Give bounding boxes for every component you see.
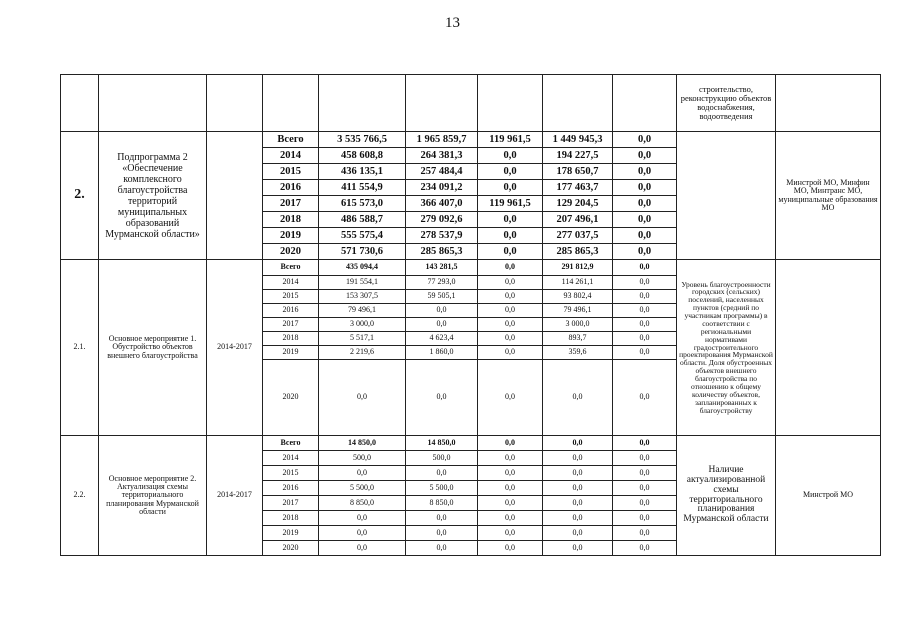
period-cell: 2014-2017 (207, 436, 263, 556)
amount-cell: 194 227,5 (543, 148, 613, 164)
amount-cell: 0,0 (406, 318, 478, 332)
amount-cell: 3 000,0 (319, 318, 406, 332)
indicator-text: строительство, реконструкцию объектов водоснабжения, водоотведения (677, 75, 776, 132)
amount-cell: 0,0 (406, 526, 478, 541)
year-cell: Всего (263, 132, 319, 148)
amount-cell: 93 802,4 (543, 290, 613, 304)
amount-cell: 0,0 (613, 332, 677, 346)
amount-cell: 207 496,1 (543, 212, 613, 228)
amount-cell: 0,0 (613, 260, 677, 276)
year-cell: 2016 (263, 304, 319, 318)
amount-cell: 0,0 (478, 164, 543, 180)
year-cell: 2016 (263, 180, 319, 196)
amount-cell: 178 650,7 (543, 164, 613, 180)
amount-cell: 0,0 (478, 290, 543, 304)
amount-cell: 0,0 (613, 276, 677, 290)
amount-cell: 0,0 (478, 260, 543, 276)
page-number: 13 (445, 15, 460, 31)
amount-cell: 0,0 (613, 541, 677, 556)
amount-cell: 0,0 (613, 436, 677, 451)
measure-title: Основное мероприятие 2. Актуализация схемы территориального планирования Мурманской области (99, 436, 207, 556)
amount-cell: 0,0 (613, 511, 677, 526)
amount-cell: 0,0 (478, 541, 543, 556)
amount-cell: 0,0 (613, 496, 677, 511)
year-cell: 2017 (263, 318, 319, 332)
amount-cell: 500,0 (406, 451, 478, 466)
amount-cell: 0,0 (478, 511, 543, 526)
year-cell: 2018 (263, 332, 319, 346)
amount-cell: 0,0 (543, 526, 613, 541)
amount-cell: 0,0 (406, 466, 478, 481)
executor-cell: Минстрой МО, Минфин МО, Минтранс МО, муниципальные образования МО (776, 132, 881, 260)
year-cell: 2015 (263, 164, 319, 180)
amount-cell: 435 094,4 (319, 260, 406, 276)
amount-cell: 278 537,9 (406, 228, 478, 244)
amount-cell: 59 505,1 (406, 290, 478, 304)
year-cell: 2015 (263, 290, 319, 304)
year-cell: Всего (263, 436, 319, 451)
amount-cell: 0,0 (406, 360, 478, 436)
year-cell: 2014 (263, 276, 319, 290)
amount-cell: 4 623,4 (406, 332, 478, 346)
amount-cell: 5 500,0 (406, 481, 478, 496)
amount-cell: 79 496,1 (543, 304, 613, 318)
period-cell (207, 132, 263, 260)
amount-cell: 0,0 (613, 290, 677, 304)
amount-cell: 153 307,5 (319, 290, 406, 304)
year-cell: Всего (263, 260, 319, 276)
amount-cell: 0,0 (613, 164, 677, 180)
amount-cell: 0,0 (613, 346, 677, 360)
year-cell: 2014 (263, 148, 319, 164)
executor-cell: Минстрой МО (776, 436, 881, 556)
amount-cell: 0,0 (543, 496, 613, 511)
amount-cell: 0,0 (543, 436, 613, 451)
amount-cell: 129 204,5 (543, 196, 613, 212)
indicator-cell: Уровень благоустроенности городских (сельских) поселений, населенных пунктов (средний по участникам программы) в соответствии с региональными нормативами градостроительного проектирования Мурманской области. Доля обустроенных объектов внешнего благоустройства по отношению к общему количеству объектов, запланированных к благоустройству (677, 260, 776, 436)
amount-cell: 893,7 (543, 332, 613, 346)
amount-cell: 77 293,0 (406, 276, 478, 290)
amount-cell: 1 860,0 (406, 346, 478, 360)
year-cell: 2016 (263, 481, 319, 496)
amount-cell: 79 496,1 (319, 304, 406, 318)
amount-cell: 0,0 (319, 466, 406, 481)
amount-cell: 234 091,2 (406, 180, 478, 196)
amount-cell: 0,0 (543, 541, 613, 556)
amount-cell: 143 281,5 (406, 260, 478, 276)
year-cell: 2020 (263, 360, 319, 436)
amount-cell: 3 535 766,5 (319, 132, 406, 148)
amount-cell: 277 037,5 (543, 228, 613, 244)
year-cell: 2017 (263, 196, 319, 212)
table-body (61, 75, 881, 556)
year-cell: 2019 (263, 346, 319, 360)
amount-cell: 264 381,3 (406, 148, 478, 164)
amount-cell: 0,0 (543, 511, 613, 526)
amount-cell: 0,0 (613, 481, 677, 496)
amount-cell: 0,0 (613, 526, 677, 541)
amount-cell: 5 500,0 (319, 481, 406, 496)
amount-cell: 119 961,5 (478, 132, 543, 148)
amount-cell: 0,0 (613, 451, 677, 466)
amount-cell: 0,0 (478, 228, 543, 244)
amount-cell: 191 554,1 (319, 276, 406, 290)
amount-cell: 0,0 (613, 466, 677, 481)
amount-cell: 0,0 (543, 466, 613, 481)
amount-cell: 0,0 (319, 360, 406, 436)
measure-title: Основное мероприятие 1. Обустройство объектов внешнего благоустройства (99, 260, 207, 436)
amount-cell: 0,0 (478, 244, 543, 260)
amount-cell: 0,0 (478, 180, 543, 196)
amount-cell: 3 000,0 (543, 318, 613, 332)
amount-cell: 0,0 (543, 481, 613, 496)
amount-cell: 1 965 859,7 (406, 132, 478, 148)
row-number: 2.1. (61, 260, 99, 436)
amount-cell: 0,0 (478, 451, 543, 466)
year-cell: 2020 (263, 541, 319, 556)
amount-cell: 0,0 (613, 180, 677, 196)
amount-cell: 0,0 (613, 132, 677, 148)
amount-cell: 0,0 (478, 318, 543, 332)
amount-cell: 0,0 (543, 451, 613, 466)
row-number: 2.2. (61, 436, 99, 556)
amount-cell: 571 730,6 (319, 244, 406, 260)
amount-cell: 177 463,7 (543, 180, 613, 196)
amount-cell: 8 850,0 (406, 496, 478, 511)
amount-cell: 0,0 (613, 196, 677, 212)
amount-cell: 0,0 (478, 436, 543, 451)
year-cell: 2015 (263, 466, 319, 481)
amount-cell: 0,0 (478, 304, 543, 318)
amount-cell: 0,0 (406, 304, 478, 318)
amount-cell: 119 961,5 (478, 196, 543, 212)
measure-title: Подпрограмма 2 «Обеспечение комплексного благоустройства территорий муниципальных образований Мурманской области» (99, 132, 207, 260)
amount-cell: 0,0 (319, 511, 406, 526)
amount-cell: 0,0 (478, 526, 543, 541)
amount-cell: 285 865,3 (543, 244, 613, 260)
amount-cell: 0,0 (406, 511, 478, 526)
amount-cell: 0,0 (613, 360, 677, 436)
amount-cell: 0,0 (319, 526, 406, 541)
amount-cell: 0,0 (478, 346, 543, 360)
period-cell: 2014-2017 (207, 260, 263, 436)
amount-cell: 0,0 (406, 541, 478, 556)
amount-cell: 14 850,0 (406, 436, 478, 451)
amount-cell: 0,0 (478, 360, 543, 436)
amount-cell: 0,0 (478, 276, 543, 290)
amount-cell: 2 219,6 (319, 346, 406, 360)
amount-cell: 486 588,7 (319, 212, 406, 228)
year-cell: 2018 (263, 511, 319, 526)
indicator-cell (677, 132, 776, 260)
amount-cell: 114 261,1 (543, 276, 613, 290)
indicator-cell: Наличие актуализированной схемы территориального планирования Мурманской области (677, 436, 776, 556)
amount-cell: 615 573,0 (319, 196, 406, 212)
year-cell: 2019 (263, 526, 319, 541)
table-row (61, 132, 881, 148)
amount-cell: 5 517,1 (319, 332, 406, 346)
row-number: 2. (61, 132, 99, 260)
amount-cell: 0,0 (613, 304, 677, 318)
amount-cell: 500,0 (319, 451, 406, 466)
amount-cell: 0,0 (478, 212, 543, 228)
year-cell: 2018 (263, 212, 319, 228)
amount-cell: 285 865,3 (406, 244, 478, 260)
amount-cell: 279 092,6 (406, 212, 478, 228)
amount-cell: 1 449 945,3 (543, 132, 613, 148)
amount-cell: 0,0 (613, 244, 677, 260)
amount-cell: 0,0 (478, 466, 543, 481)
amount-cell: 0,0 (613, 318, 677, 332)
amount-cell: 0,0 (478, 481, 543, 496)
amount-cell: 0,0 (319, 541, 406, 556)
year-cell: 2020 (263, 244, 319, 260)
executor-cell (776, 260, 881, 436)
amount-cell: 0,0 (613, 148, 677, 164)
table-row (61, 75, 881, 132)
amount-cell: 0,0 (613, 212, 677, 228)
amount-cell: 411 554,9 (319, 180, 406, 196)
table-row (61, 260, 881, 276)
year-cell: 2014 (263, 451, 319, 466)
amount-cell: 0,0 (613, 228, 677, 244)
amount-cell: 0,0 (543, 360, 613, 436)
amount-cell: 436 135,1 (319, 164, 406, 180)
amount-cell: 555 575,4 (319, 228, 406, 244)
amount-cell: 458 608,8 (319, 148, 406, 164)
amount-cell: 0,0 (478, 148, 543, 164)
table-row (61, 436, 881, 451)
year-cell: 2019 (263, 228, 319, 244)
amount-cell: 359,6 (543, 346, 613, 360)
amount-cell: 366 407,0 (406, 196, 478, 212)
amount-cell: 14 850,0 (319, 436, 406, 451)
amount-cell: 291 812,9 (543, 260, 613, 276)
program-table (60, 74, 881, 556)
amount-cell: 0,0 (478, 332, 543, 346)
year-cell: 2017 (263, 496, 319, 511)
amount-cell: 8 850,0 (319, 496, 406, 511)
amount-cell: 0,0 (478, 496, 543, 511)
amount-cell: 257 484,4 (406, 164, 478, 180)
